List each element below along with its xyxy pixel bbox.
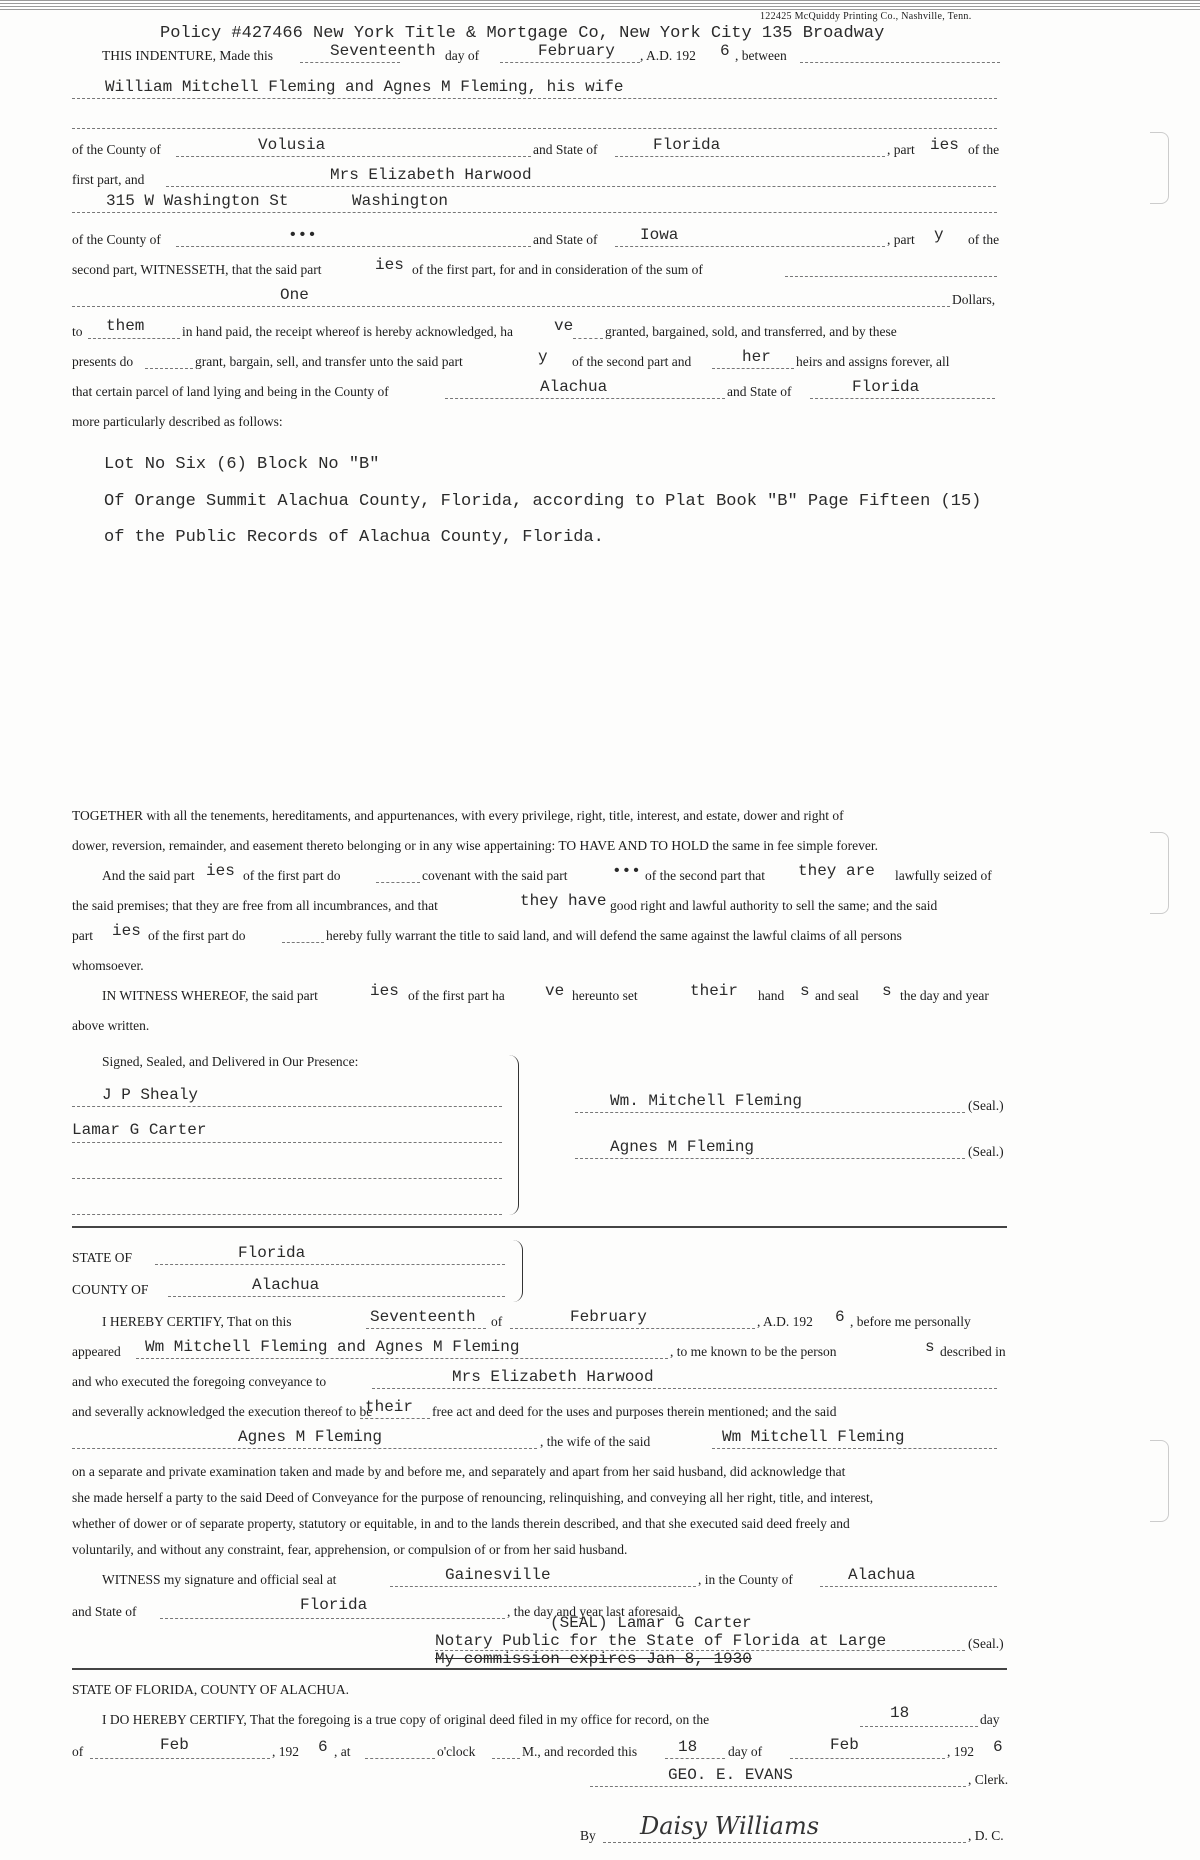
label-state: and State of (533, 142, 598, 157)
label-more-particularly: more particularly described as follows: (72, 414, 283, 429)
fill-line (282, 942, 324, 943)
fill-line (603, 1842, 966, 1843)
label-good-right: good right and lawful authority to sell the same; and the said (610, 898, 938, 913)
witness-1: J P Shealy (102, 1086, 199, 1104)
fill-line (712, 1448, 997, 1449)
label-free-act: free act and deed for the uses and purposes therein mentioned; and the said (432, 1404, 837, 1419)
label-above: above written. (72, 1018, 150, 1033)
label-day-year: the day and year (900, 988, 989, 1003)
label-presents-do: presents do (72, 354, 134, 369)
part-suffix: ies (112, 922, 141, 940)
label-first-part-and: first part, and (72, 172, 145, 187)
label-parcel: that certain parcel of land lying and being in the County of (72, 384, 389, 399)
section-rule (72, 1226, 1007, 1228)
known-s: s (925, 1338, 935, 1356)
recorded-year: 6 (993, 1738, 1003, 1756)
consideration-sum: One (280, 286, 309, 304)
ack-state: Florida (238, 1244, 306, 1262)
label-hereunto: hereunto set (572, 988, 638, 1003)
fill-line (300, 62, 400, 63)
label-warrant: of the first part do (148, 928, 246, 943)
together-line-2: dower, reversion, remainder, and easement thereto belonging or in any wise appertaining: TO HAVE AND TO HOLD the same in fee simple forever. (72, 838, 878, 853)
fill-line (155, 1264, 505, 1265)
description-line-2: Of Orange Summit Alachua County, Florida, according to Plat Book "B" Page Fifteen (15) (104, 492, 982, 511)
binder-tab (1150, 832, 1169, 914)
fill-line (365, 1758, 435, 1759)
notary-title: Notary Public for the State of Florida at Large (435, 1632, 887, 1650)
fill-line (500, 62, 640, 63)
witnesseth-suffix: ies (375, 256, 404, 274)
grantee-city: Washington (352, 192, 449, 210)
fill-line (176, 246, 531, 247)
ack-husband: Wm Mitchell Fleming (722, 1428, 905, 1446)
ack-county: Alachua (252, 1276, 320, 1294)
binder-tab (1150, 1440, 1169, 1522)
label-before-me: , before me personally (850, 1314, 971, 1329)
label-dc: , D. C. (968, 1828, 1004, 1843)
fill-line (800, 62, 1000, 63)
label-appeared: appeared (72, 1344, 121, 1359)
seal-label-1: (Seal.) (968, 1098, 1004, 1113)
label-warrant-2: hereby fully warrant the title to said land, and will defend the same against the lawful claims of all persons (326, 928, 902, 943)
hand-s: s (800, 982, 810, 1000)
grantor-part-suffix: ies (930, 136, 959, 154)
label-between: , between (735, 48, 787, 63)
notary-commission: My commission expires Jan 8, 1930 (435, 1650, 752, 1668)
label-year: , 192 (272, 1744, 299, 1759)
have-suffix: ve (554, 317, 574, 335)
fill-line (168, 1296, 505, 1297)
grantor-signature-1: Wm. Mitchell Fleming (610, 1092, 803, 1110)
land-county: Alachua (540, 378, 608, 396)
label-day-of-2: day of (728, 1744, 763, 1759)
fill-line (72, 212, 997, 213)
label-in-hand: in hand paid, the receipt whereof is hereby acknowledged, ha (182, 324, 513, 339)
label-and-state: and State of (72, 1604, 137, 1619)
state-brace (512, 1240, 523, 1302)
witness-have: ve (545, 982, 565, 1000)
land-state: Florida (852, 378, 920, 396)
fill-line (160, 1618, 505, 1619)
indenture-day: Seventeenth (330, 42, 436, 60)
unto-suffix: y (538, 348, 548, 366)
fill-line (712, 368, 794, 369)
signed-heading: Signed, Sealed, and Delivered in Our Presence: (102, 1054, 359, 1069)
label-county-of: COUNTY OF (72, 1282, 149, 1297)
label-described: described in (940, 1344, 1006, 1359)
notary-seal-label: (Seal.) (968, 1636, 1004, 1651)
label-grant-unto: grant, bargain, sell, and transfer unto the said part (195, 354, 463, 369)
fill-line (166, 186, 996, 187)
fill-line (360, 1418, 430, 1419)
fill-line (390, 1586, 696, 1587)
fill-line (510, 1328, 755, 1329)
fill-line (445, 398, 725, 399)
label-witnesseth: second part, WITNESSETH, that the said part (72, 262, 322, 277)
label-state-2: and State of (533, 232, 598, 247)
top-ruled-band (0, 0, 1200, 10)
label-and-said: And the said part (102, 868, 195, 883)
recording-certify: I DO HEREBY CERTIFY, That the foregoing is a true copy of original deed filed in my office for record, on the (102, 1712, 710, 1727)
ack-day: Seventeenth (370, 1308, 476, 1326)
label-made-this: THIS INDENTURE, Made this (102, 48, 273, 63)
label-of-the-2: of the (968, 232, 1000, 247)
fill-line (665, 1758, 725, 1759)
grantors: William Mitchell Fleming and Agnes M Fleming, his wife (105, 78, 624, 96)
label-county: of the County of (72, 142, 161, 157)
label-part: part (72, 928, 93, 943)
seal-s: s (882, 982, 892, 1000)
together-line-1: TOGETHER with all the tenements, hereditaments, and appurtenances, with every privilege, right, title, interest, and estate, dower and right of (72, 808, 844, 823)
label-first-part-do: of the first part do (243, 868, 341, 883)
label-witness-mid: of the first part ha (408, 988, 505, 1003)
label-premises: the said premises; that they are free from all incumbrances, and that (72, 898, 438, 913)
fill-line (72, 98, 997, 99)
fill-line (372, 1388, 997, 1389)
heirs-pronoun: her (742, 348, 771, 366)
label-to: to (72, 324, 83, 339)
they-are: they are (798, 862, 875, 880)
ack-year: 6 (835, 1308, 845, 1326)
signature-brace (508, 1055, 519, 1215)
printer-imprint: 122425 McQuiddy Printing Co., Nashville, Tenn. (760, 11, 972, 22)
recording-heading: STATE OF FLORIDA, COUNTY OF ALACHUA. (72, 1682, 350, 1697)
separate-line-3: whether of dower or of separate property, statutory or equitable, in and to the lands therein described, and that she executed said deed freely and (72, 1516, 850, 1531)
witness-suffix: ies (370, 982, 399, 1000)
filed-month: Feb (160, 1736, 189, 1754)
description-line-3: of the Public Records of Alachua County, Florida. (104, 528, 604, 547)
label-second-part-and: of the second part and (572, 354, 692, 369)
description-line-1: Lot No Six (6) Block No "B" (104, 455, 380, 474)
label-severally: and severally acknowledged the execution thereof to be (72, 1404, 373, 1419)
fill-line (820, 1586, 997, 1587)
label-dollars: Dollars, (952, 292, 996, 307)
label-witness-pre: IN WITNESS WHEREOF, the said part (102, 988, 318, 1003)
label-clerk: , Clerk. (968, 1772, 1009, 1787)
ack-grantee: Mrs Elizabeth Harwood (452, 1368, 654, 1386)
grantee-state: Iowa (640, 226, 679, 244)
ack-county-2: Alachua (848, 1566, 916, 1584)
label-part-2: , part (887, 232, 915, 247)
cov-suffix: ies (206, 862, 235, 880)
label-witness-sig: WITNESS my signature and official seal at (102, 1572, 337, 1587)
label-known: , to me known to be the person (670, 1344, 837, 1359)
filed-day: 18 (890, 1704, 910, 1722)
label-at: , at (334, 1744, 351, 1759)
fill-line (590, 1786, 966, 1787)
label-day-year-2: , the day and year last aforesaid. (507, 1604, 681, 1619)
label-certify: I HEREBY CERTIFY, That on this (102, 1314, 292, 1329)
label-of-the: of the (968, 142, 1000, 157)
ack-wife: Agnes M Fleming (238, 1428, 383, 1446)
grantor-state: Florida (653, 136, 721, 154)
fill-line (72, 1106, 502, 1107)
deputy-clerk-signature: Daisy Williams (640, 1812, 820, 1840)
ack-their: their (365, 1398, 414, 1416)
label-part: , part (887, 142, 915, 157)
fill-line (145, 368, 193, 369)
fill-line (615, 246, 885, 247)
indenture-year: 6 (720, 42, 730, 60)
label-of-2: of (72, 1744, 84, 1759)
label-day-of: day of (445, 48, 480, 63)
grantor-county: Volusia (258, 136, 326, 154)
ack-month: February (570, 1308, 647, 1326)
fill-line (366, 1328, 486, 1329)
label-state-of: STATE OF (72, 1250, 133, 1265)
label-consideration: of the first part, for and in consideration of the sum of (412, 262, 703, 277)
fill-line (72, 1448, 537, 1449)
fill-line (376, 882, 420, 883)
label-year-2: , 192 (947, 1744, 974, 1759)
label-ad-2: , A.D. 192 (757, 1314, 813, 1329)
label-executed: and who executed the foregoing conveyance to (72, 1374, 327, 1389)
fill-line (90, 1758, 270, 1759)
label-in-county: , in the County of (698, 1572, 793, 1587)
fill-line (492, 1758, 520, 1759)
fill-line (790, 1758, 945, 1759)
label-granted: granted, bargained, sold, and transferred, and by these (605, 324, 897, 339)
label-by: By (580, 1828, 596, 1843)
label-m: M., and recorded this (522, 1744, 638, 1759)
grantor-signature-2: Agnes M Fleming (610, 1138, 755, 1156)
notary-name: (SEAL) Lamar G Carter (550, 1614, 752, 1632)
label-wife-of: , the wife of the said (540, 1434, 651, 1449)
witness-2: Lamar G Carter (72, 1121, 207, 1139)
seal-label-2: (Seal.) (968, 1144, 1004, 1159)
label-lawfully: lawfully seized of (895, 868, 992, 883)
label-land-state: and State of (727, 384, 792, 399)
label-whomsoever: whomsoever. (72, 958, 144, 973)
fill-line (88, 338, 180, 339)
recorded-month: Feb (830, 1736, 859, 1754)
grantee-county: ••• (288, 226, 317, 244)
fill-line (136, 1358, 668, 1359)
grantee-street: 315 W Washington St (106, 192, 289, 210)
paid-to: them (106, 317, 145, 335)
label-day: day (980, 1712, 1000, 1727)
fill-line (575, 1158, 965, 1159)
fill-line (72, 306, 950, 307)
fill-line (615, 156, 885, 157)
label-and-seal: and seal (815, 988, 859, 1003)
witness-their: their (690, 982, 739, 1000)
grantee-part-suffix: y (934, 226, 944, 244)
they-have: they have (520, 892, 607, 910)
cov-dots: ••• (612, 862, 641, 880)
binder-tab (1150, 132, 1169, 204)
fill-line (860, 1726, 978, 1727)
ack-state-2: Florida (300, 1596, 368, 1614)
fill-line (575, 1112, 965, 1113)
label-oclock: o'clock (437, 1744, 476, 1759)
filed-year: 6 (318, 1738, 328, 1756)
ack-place: Gainesville (445, 1566, 551, 1584)
fill-line (176, 156, 531, 157)
label-hand: hand (758, 988, 785, 1003)
label-second-part-that: of the second part that (645, 868, 765, 883)
fill-line (785, 276, 997, 277)
separate-line-4: voluntarily, and without any constraint, fear, apprehension, or compulsion of or from her said husband. (72, 1542, 628, 1557)
separate-line-2: she made herself a party to the said Deed of Conveyance for the purpose of renouncing, relinquishing, and conveying all her right, title, and interest, (72, 1490, 874, 1505)
separate-line-1: on a separate and private examination taken and made by and before me, and separately and apart from her said husband, did acknowledge that (72, 1464, 846, 1479)
label-county-2: of the County of (72, 232, 161, 247)
recorded-day: 18 (678, 1738, 698, 1756)
fill-line (72, 1214, 502, 1215)
clerk-name: GEO. E. EVANS (668, 1766, 793, 1784)
label-covenant-with: covenant with the said part (422, 868, 568, 883)
label-ad: , A.D. 192 (640, 48, 696, 63)
label-of: of (491, 1314, 503, 1329)
fill-line (72, 1178, 502, 1179)
section-rule-2 (72, 1668, 1007, 1670)
policy-line: Policy #427466 New York Title & Mortgage Co, New York City 135 Broadway (160, 24, 885, 43)
grantee: Mrs Elizabeth Harwood (330, 166, 532, 184)
indenture-month: February (538, 42, 615, 60)
fill-line (72, 128, 997, 129)
fill-line (810, 398, 995, 399)
label-heirs-assigns: heirs and assigns forever, all (796, 354, 950, 369)
fill-line (573, 338, 603, 339)
fill-line (72, 1142, 502, 1143)
ack-persons: Wm Mitchell Fleming and Agnes M Fleming (145, 1338, 520, 1356)
